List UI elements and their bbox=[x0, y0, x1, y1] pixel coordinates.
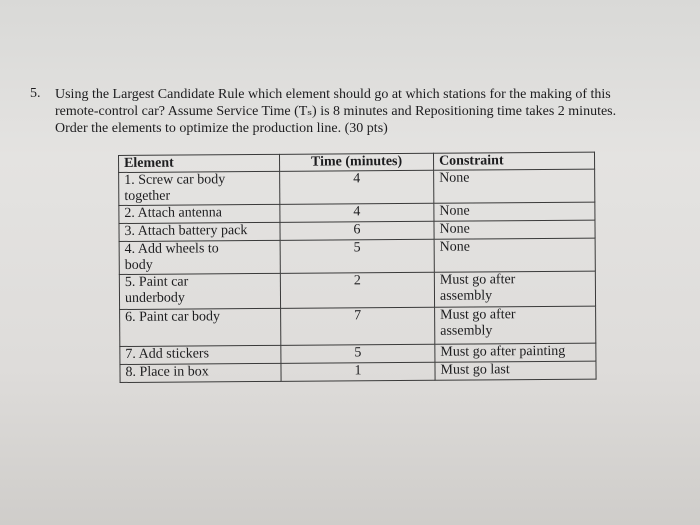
constraint-cell: None bbox=[434, 238, 595, 272]
header-constraint: Constraint bbox=[433, 152, 594, 170]
table-row bbox=[119, 271, 595, 309]
header-element: Element bbox=[119, 154, 280, 172]
question-text bbox=[55, 86, 675, 137]
time-cell: 2 bbox=[280, 272, 434, 308]
constraint-cell: None bbox=[434, 169, 595, 203]
constraint-cell: Must go after painting bbox=[435, 343, 596, 362]
question-line: Using the Largest Candidate Rule which element should go at which stations for the making of this bbox=[55, 87, 611, 102]
constraint-cell: Must go last bbox=[435, 361, 596, 380]
element-cell: 6. Paint car body bbox=[120, 308, 281, 346]
constraint-cell: Must go after assembly bbox=[435, 306, 596, 344]
time-cell: 6 bbox=[280, 221, 434, 240]
element-cell: 4. Add wheels to body bbox=[119, 240, 280, 274]
time-cell: 7 bbox=[281, 307, 435, 345]
element-cell: 3. Attach battery pack bbox=[119, 222, 280, 241]
time-cell: 4 bbox=[280, 203, 434, 222]
header-time: Time (minutes) bbox=[279, 153, 433, 171]
element-cell: 2. Attach antenna bbox=[119, 204, 280, 223]
time-cell: 5 bbox=[280, 239, 434, 273]
element-cell: 1. Screw car body together bbox=[119, 171, 280, 205]
time-cell: 4 bbox=[280, 170, 434, 204]
time-cell: 1 bbox=[281, 362, 435, 381]
element-cell: 8. Place in box bbox=[120, 363, 281, 382]
question-number: 5. bbox=[30, 86, 41, 101]
constraint-cell: Must go after assembly bbox=[434, 271, 595, 307]
element-cell: 5. Paint car underbody bbox=[119, 273, 280, 309]
question-line: remote-control car? Assume Service Time (Tₛ) is 8 minutes and Repositioning time takes 2 minutes. bbox=[55, 104, 617, 119]
question-line: Order the elements to optimize the production line. (30 pts) bbox=[55, 121, 388, 136]
table-row bbox=[119, 169, 595, 205]
constraint-cell: None bbox=[434, 202, 595, 221]
table-row bbox=[120, 306, 596, 346]
table-row bbox=[120, 361, 596, 382]
table-row bbox=[119, 238, 595, 274]
time-cell: 5 bbox=[281, 344, 435, 363]
element-cell: 7. Add stickers bbox=[120, 345, 281, 364]
elements-table bbox=[118, 152, 597, 383]
constraint-cell: None bbox=[434, 220, 595, 239]
